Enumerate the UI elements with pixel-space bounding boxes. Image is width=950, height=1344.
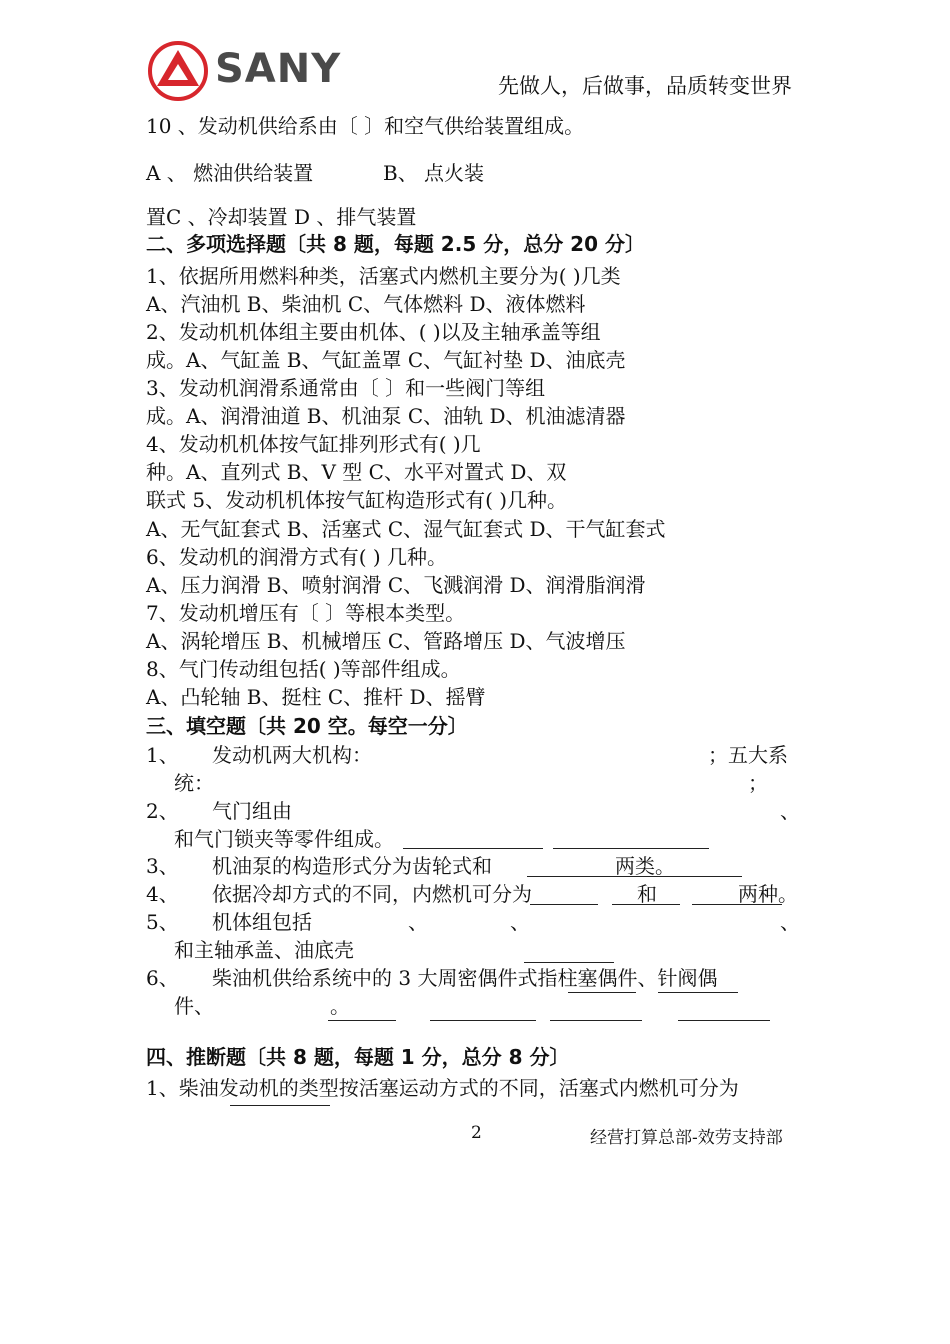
section-4-title: 四、推断题〔共 8 题，每题 1 分，总分 8 分〕 bbox=[146, 1045, 570, 1069]
s2-line: 联式 5、发动机机体按气缸构造形式有( )几种。 bbox=[146, 488, 568, 512]
s2-line: 4、发动机机体按气缸排列形式有( )几 bbox=[146, 432, 481, 456]
fill-q5-comma: 、 bbox=[408, 910, 428, 934]
s2-line: 种。A、直列式 B、V 型 C、水平对置式 D、双 bbox=[146, 460, 567, 484]
s2-line: A、汽油机 B、柴油机 C、气体燃料 D、液体燃料 bbox=[146, 292, 586, 316]
page-number: 2 bbox=[471, 1123, 482, 1143]
fill-q1-end: ；五大系 bbox=[708, 743, 788, 767]
fill-blank-line[interactable] bbox=[527, 876, 742, 877]
fill-q2-continuation: 和气门锁夹等零件组成。 bbox=[174, 827, 394, 851]
s2-line: 2、发动机机体组主要由机体、( )以及主轴承盖等组 bbox=[146, 320, 601, 344]
fill-q4-and: 和 bbox=[637, 882, 657, 906]
fill-blank-line[interactable] bbox=[230, 1105, 330, 1106]
brand-name: SANY bbox=[215, 46, 342, 92]
fill-q6-number: 6、 bbox=[146, 966, 179, 990]
fill-q4-end: 两种。 bbox=[738, 882, 798, 906]
fill-blank-line[interactable] bbox=[550, 1020, 642, 1021]
s2-line: 6、发动机的润滑方式有( ) 几种。 bbox=[146, 545, 448, 569]
s2-line: A、涡轮增压 B、机械增压 C、管路增压 D、气波增压 bbox=[146, 629, 626, 653]
section-2-title: 二、多项选择题〔共 8 题，每题 2.5 分，总分 20 分〕 bbox=[146, 232, 645, 256]
s2-line: 8、气门传动组包括( )等部件组成。 bbox=[146, 657, 461, 681]
fill-blank-line[interactable] bbox=[658, 992, 738, 993]
fill-q5-text: 机体组包括 bbox=[212, 910, 312, 934]
fill-blank-line[interactable] bbox=[678, 1020, 770, 1021]
s2-line: 成。A、气缸盖 B、气缸盖罩 C、气缸衬垫 D、油底壳 bbox=[146, 348, 626, 372]
question-10-option-b: B、 点火装 bbox=[383, 161, 485, 185]
s2-line: A、无气缸套式 B、活塞式 C、湿气缸套式 D、干气缸套式 bbox=[146, 517, 666, 541]
fill-blank-line[interactable] bbox=[430, 1020, 536, 1021]
fill-q1-semicolon: ； bbox=[748, 771, 768, 795]
s2-line: A、压力润滑 B、喷射润滑 C、飞溅润滑 D、润滑脂润滑 bbox=[146, 573, 646, 597]
slogan: 先做人，后做事，品质转变世界 bbox=[498, 74, 792, 98]
fill-q6-text: 柴油机供给系统中的 3 大周密偶件式指柱塞偶件、针阀偶 bbox=[212, 966, 718, 990]
fill-q3-text: 机油泵的构造形式分为齿轮式和 bbox=[212, 854, 492, 878]
fill-q1-continuation: 统： bbox=[174, 771, 214, 795]
fill-q5-number: 5、 bbox=[146, 910, 179, 934]
fill-q6-continuation: 件、 bbox=[174, 994, 214, 1018]
sany-logo bbox=[147, 40, 357, 102]
footer-department: 经营打算总部-效劳支持部 bbox=[590, 1128, 783, 1148]
fill-q2-comma: 、 bbox=[780, 799, 800, 823]
fill-q2-text: 气门组由 bbox=[212, 799, 292, 823]
fill-blank-line[interactable] bbox=[328, 1020, 396, 1021]
fill-q1-number: 1、 bbox=[146, 743, 179, 767]
s2-line: A、凸轮轴 B、挺柱 C、推杆 D、摇臂 bbox=[146, 685, 486, 709]
fill-blank-line[interactable] bbox=[403, 848, 543, 849]
fill-blank-line[interactable] bbox=[612, 904, 680, 905]
question-10: 10 、发动机供给系由〔 〕和空气供给装置组成。 bbox=[146, 114, 585, 138]
s2-line: 成。A、润滑油道 B、机油泵 C、油轨 D、机油滤清器 bbox=[146, 404, 626, 428]
fill-q3-end: 两类。 bbox=[615, 854, 675, 878]
fill-q5-comma: 、 bbox=[510, 910, 530, 934]
judge-q1: 1、柴油发动机的类型按活塞运动方式的不同，活塞式内燃机可分为 bbox=[146, 1076, 739, 1100]
fill-blank-line[interactable] bbox=[524, 962, 614, 963]
s2-line: 1、依据所用燃料种类，活塞式内燃机主要分为( )几类 bbox=[146, 264, 621, 288]
fill-q6-end: 。 bbox=[330, 994, 350, 1018]
fill-q4-number: 4、 bbox=[146, 882, 179, 906]
fill-q4-text: 依据冷却方式的不同，内燃机可分为 bbox=[212, 882, 532, 906]
fill-q3-number: 3、 bbox=[146, 854, 179, 878]
question-10-option-cd: 置C 、冷却装置 D 、排气装置 bbox=[146, 205, 417, 229]
fill-q5-comma: 、 bbox=[780, 910, 800, 934]
fill-blank-line[interactable] bbox=[530, 904, 598, 905]
section-3-title: 三、填空题〔共 20 空。每空一分〕 bbox=[146, 714, 468, 738]
fill-blank-line[interactable] bbox=[553, 848, 709, 849]
question-10-option-a: A 、 燃油供给装置 bbox=[146, 161, 314, 185]
fill-q2-number: 2、 bbox=[146, 799, 179, 823]
s2-line: 7、发动机增压有〔 〕等根本类型。 bbox=[146, 601, 466, 625]
fill-q1-text: 发动机两大机构： bbox=[212, 743, 372, 767]
fill-q5-continuation: 和主轴承盖、油底壳 bbox=[174, 938, 354, 962]
fill-blank-line[interactable] bbox=[692, 904, 782, 905]
fill-blank-line[interactable] bbox=[568, 992, 636, 993]
sany-logo-mark-icon bbox=[147, 40, 209, 102]
s2-line: 3、发动机润滑系通常由〔 〕和一些阀门等组 bbox=[146, 376, 546, 400]
